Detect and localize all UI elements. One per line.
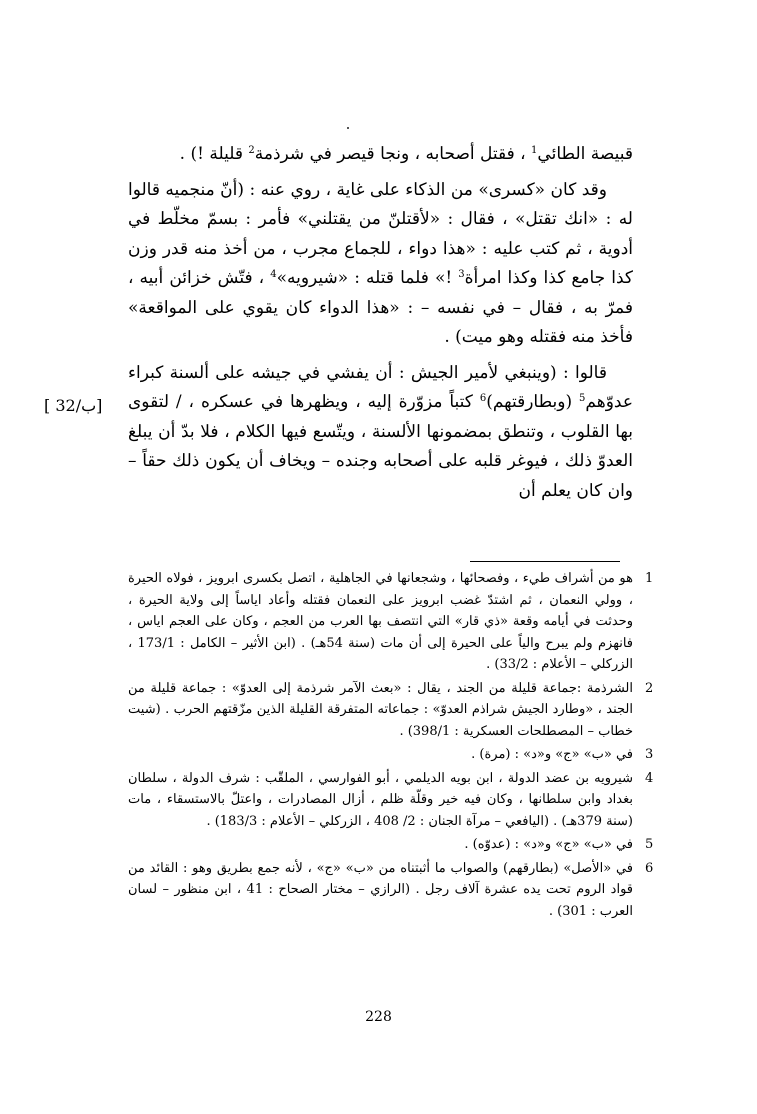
text-run: قليلة !) . xyxy=(179,144,249,164)
footnote-text: في «ب» «ج» و«د» : (مرة) . xyxy=(471,747,633,762)
text-run: كتباً مزوّرة إليه ، ويظهرها في عسكره ، / لتقوى بها القلوب ، وتنطق بمضمونها الألسنة ، ويتّسع فيها الكلام ، فلا بدّ أن يبلغ العدوّ ذلك ، فيوغر قلبه على أصحابه وجنده – ويخاف أن يكون ذلك حقاً – وان كان يعلم أن xyxy=(128,392,633,501)
manuscript-folio-marker: [ 32/ب] xyxy=(44,396,103,415)
footnote xyxy=(128,858,654,923)
paragraph-3 xyxy=(128,359,633,507)
footnote-number: 1 xyxy=(645,571,654,586)
footnote xyxy=(128,568,654,676)
footnote-ref: 1 xyxy=(531,145,538,156)
footnote-number: 4 xyxy=(645,770,654,786)
footnote-number: 2 xyxy=(645,680,654,696)
text-run: !» فلما قتله : «شيرويه» xyxy=(276,268,459,288)
footnote xyxy=(128,744,654,766)
footnote-text: الشرذمة :جماعة قليلة من الجند ، يقال : «بعث الآمر شرذمة إلى العدوّ» : جماعة قليلة من الجند ، «وطارد الجيش شراذم العدوّ» : جماعاته المتفرقة القليلة الذين مزّقتهم الحرب . (شيت خطاب – المصطلحات العسكرية : 398/1) . xyxy=(128,680,633,739)
paragraph-2 xyxy=(128,176,633,353)
footnote-text: في «ب» «ج» و«د» : (عدوّه) . xyxy=(464,837,633,852)
footnote-number: 6 xyxy=(645,860,654,876)
footnote-number: 5 xyxy=(645,837,654,852)
footnote-ref: 3 xyxy=(458,269,465,280)
footnote-ref: 5 xyxy=(579,393,586,404)
footnote-text: شيرويه بن عضد الدولة ، ابن بويه الديلمي ، أبو الفوارسي ، الملقّب : شرف الدولة ، سلطان بغداد وابن سلطانها ، وكان فيه خير وقلّة ظلم ، أزال المصادرات ، واعتلّ بالاستسقاء ، مات (سنة 379هـ) . (اليافعي – مرآة الجنان : 2/ 408 ، الزركلي – الأعلام : 183/3) . xyxy=(128,770,633,829)
footnote xyxy=(128,678,654,743)
footnote xyxy=(128,768,654,833)
scan-speck xyxy=(347,127,349,129)
text-run: وقد كان «كسرى» من الذكاء على غاية ، روي عنه : (أنّ منجميه قالوا له : «انك تقتل» ، فقال : «لأقتلنّ من يقتلني» فأمر : بسمّ مخلّط في أدوية ، ثم كتب عليه : «هذا دواء ، للجماع مجرب ، من أخذ منه قدر وزن كذا جامع كذا وكذا امرأة xyxy=(128,179,633,288)
paragraph-1 xyxy=(128,140,633,170)
text-run: قبيصة الطائي xyxy=(537,144,633,164)
page-number: 228 xyxy=(365,1009,392,1025)
footnote-number: 3 xyxy=(645,747,654,762)
footnote-ref: 2 xyxy=(248,145,255,156)
footnote-text: هو من أشراف طيء ، وفصحائها ، وشجعانها في الجاهلية ، اتصل بكسرى ابرويز ، فولاه الحيرة ، وولي النعمان ، ثم اشتدّ غضب ابرويز على النعمان فقتله وأعاد اياساً إلى ولاية الحيرة ، وحدثت في أيامه وقعة «ذي قار» التي انتصف بها العرب من العجم ، وكان على العجم اياس ، فانهزم ولم يبرح والياً على الحيرة إلى أن مات (سنة 54هـ) . (ابن الأثير – الكامل : 173/1 ، الزركلي – الأعلام : 33/2) . xyxy=(128,571,633,672)
footnotes xyxy=(128,568,654,924)
footnote xyxy=(128,834,654,856)
footnote-separator xyxy=(470,561,620,562)
main-text xyxy=(128,140,633,506)
text-run: (وبطارقتهم) xyxy=(486,392,580,412)
text-run: قالوا : (وينبغي لأمير الجيش : أن يفشي في جيشه على ألسنة كبراء عدوّهم xyxy=(128,362,633,412)
text-run: ، فتّش خزائن أبيه ، فمرّ به ، فقال – في نفسه – : «هذا الدواء كان يقوي على المواقعة» فأخذ منه فقتله وهو ميت) . xyxy=(128,268,633,347)
footnote-text: في «الأصل» (بطارقهم) والصواب ما أثبتناه من «ب» «ج» ، لأنه جمع بطريق وهو : القائد من قواد الروم تحت يده عشرة آلاف رجل . (الرازي – مختار الصحاح : 41 ، ابن منظور – لسان العرب : 301) . xyxy=(128,860,634,919)
footnote-ref: 6 xyxy=(479,393,487,404)
footnote-ref: 4 xyxy=(270,269,277,280)
text-run: ، فقتل أصحابه ، ونجا قيصر في شرذمة xyxy=(254,144,532,164)
